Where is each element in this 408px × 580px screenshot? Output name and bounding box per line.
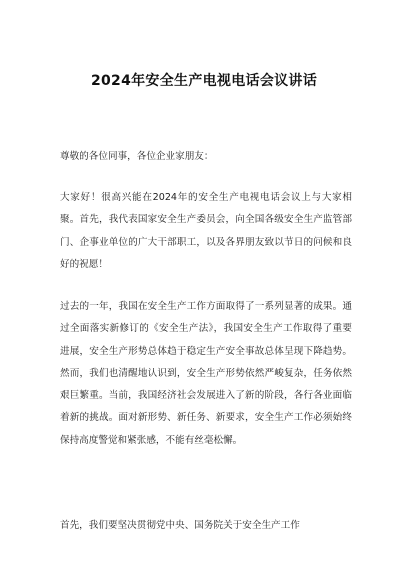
document-title: 2024年安全生产电视电话会议讲话	[90, 73, 318, 89]
paragraph-opening: 大家好！很高兴能在2024年的安全生产电视电话会议上与大家相聚。首先，我代表国家安全生产委员会，向全国各级安全生产监管部门、企事业单位的广大干部职工，以及各界朋友致以节日的问候和良好的祝愿！	[60, 192, 352, 270]
greeting-line: 尊敬的各位同事，各位企业家朋友：	[60, 151, 214, 162]
paragraph-review: 过去的一年，我国在安全生产工作方面取得了一系列显著的成果。通过全面落实新修订的《安全生产法》，我国安全生产工作取得了重要进展，安全生产形势总体趋于稳定生产安全事故总体呈现下降趋势。然而，我们也清醒地认识到，安全生产形势依然严峻复杂，任务依然艰巨繁重。当前，我国经济社会发展进入了新的阶段，各行各业面临着新的挑战。面对新形势、新任务、新要求，安全生产工作必须始终保持高度警觉和紧张感，不能有丝毫松懈。	[60, 301, 352, 446]
paragraph-first-point: 首先，我们要坚决贯彻党中央、国务院关于安全生产工作	[60, 520, 300, 531]
